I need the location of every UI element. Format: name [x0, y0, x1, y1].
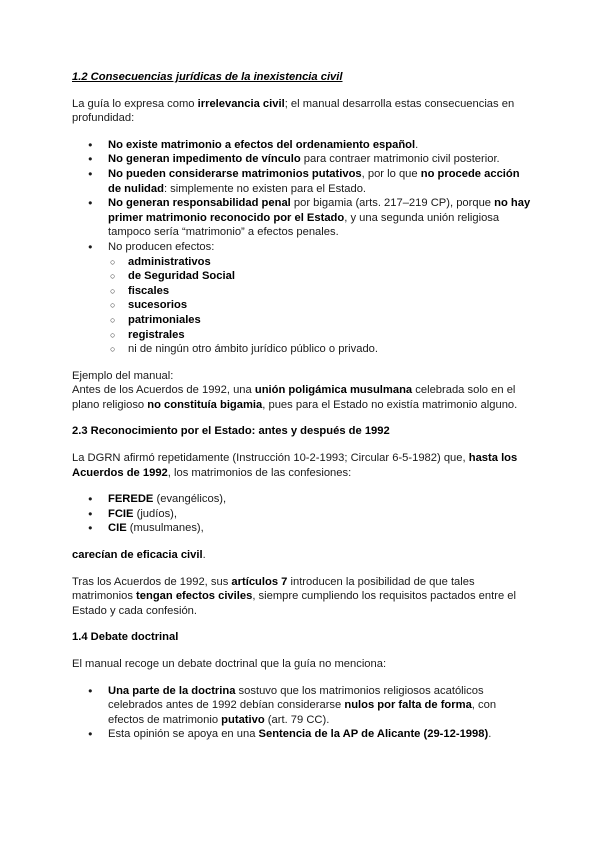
paragraph-dgrn: La DGRN afirmó repetidamente (Instrucción 10-2-1993; Circular 6-5-1982) que, hasta los Acuerdos de 1992, los matrimonios de las confesiones:	[72, 452, 518, 479]
sublist-item: ○ registrales	[72, 328, 532, 343]
list-item: ● Una parte de la doctrina sostuvo que los matrimonios religiosos acatólicos celebrados antes de 1992 debían considerarse nulos por falta de forma, con efectos de matrimonio putativo (art. 79 CC).	[72, 684, 532, 728]
section-heading-reconocimiento: 2.3 Reconocimiento por el Estado: antes y después de 1992	[72, 425, 390, 438]
sublist-item: ○ sucesorios	[72, 298, 532, 313]
confessions-list	[72, 492, 532, 536]
paragraph-acuerdos: Tras los Acuerdos de 1992, sus artículos 7 introducen la posibilidad de que tales matrimonios tengan efectos civiles, siempre cumpliendo los requisitos pactados entre el Estado y cada confesión.	[72, 575, 516, 617]
list-item: ● Esta opinión se apoya en una Sentencia de la AP de Alicante (29-12-1998).	[72, 727, 532, 742]
consequences-list	[72, 138, 532, 357]
section-heading-debate: 1.4 Debate doctrinal	[72, 631, 179, 644]
sublist-item: ○ ni de ningún otro ámbito jurídico público o privado.	[72, 342, 532, 357]
paragraph-intro: La guía lo expresa como irrelevancia civil; el manual desarrolla estas consecuencias en profundidad:	[72, 97, 515, 125]
effects-sublist	[72, 255, 532, 357]
conclusion-line: carecían de eficacia civil.	[72, 549, 206, 562]
sublist-item: ○ administrativos	[72, 255, 532, 270]
list-item: ● No pueden considerarse matrimonios putativos, por lo que no procede acción de nulidad: simplemente no existen para el Estado.	[72, 167, 532, 196]
list-item: ● No generan responsabilidad penal por bigamia (arts. 217–219 CP), porque no hay primer matrimonio reconocido por el Estado, y una segunda unión religiosa tampoco sería “matrimonio” a efectos penales.	[72, 196, 532, 240]
example-paragraph: Antes de los Acuerdos de 1992, una unión poligámica musulmana celebrada solo en el plano religioso no constituía bigamia, pues para el Estado no existía matrimonio alguno.	[72, 384, 518, 411]
section-heading-consecuencias: 1.2 Consecuencias jurídicas de la inexistencia civil	[72, 71, 343, 83]
list-item: ● FEREDE (evangélicos),	[72, 492, 532, 507]
sublist-item: ○ patrimoniales	[72, 313, 532, 328]
list-item: ● No generan impedimento de vínculo para contraer matrimonio civil posterior.	[72, 152, 532, 167]
example-label: Ejemplo del manual:	[72, 369, 174, 382]
list-item: ● CIE (musulmanes),	[72, 521, 532, 536]
list-item: ● FCIE (judíos),	[72, 507, 532, 522]
debate-list	[72, 684, 532, 742]
list-item: ● No existe matrimonio a efectos del ordenamiento español.	[72, 138, 532, 153]
sublist-item: ○ de Seguridad Social	[72, 269, 532, 284]
paragraph-debate-intro: El manual recoge un debate doctrinal que la guía no menciona:	[72, 658, 387, 670]
sublist-item: ○ fiscales	[72, 284, 532, 299]
list-item: ● No producen efectos: ○ administrativos ○ de Seguridad Social ○ fiscales ○ sucesorios ○ patrimoniales ○ registrales ○ ni de ningún otro ámbito jurídico público o privado.	[72, 240, 532, 357]
document-page	[72, 70, 532, 742]
